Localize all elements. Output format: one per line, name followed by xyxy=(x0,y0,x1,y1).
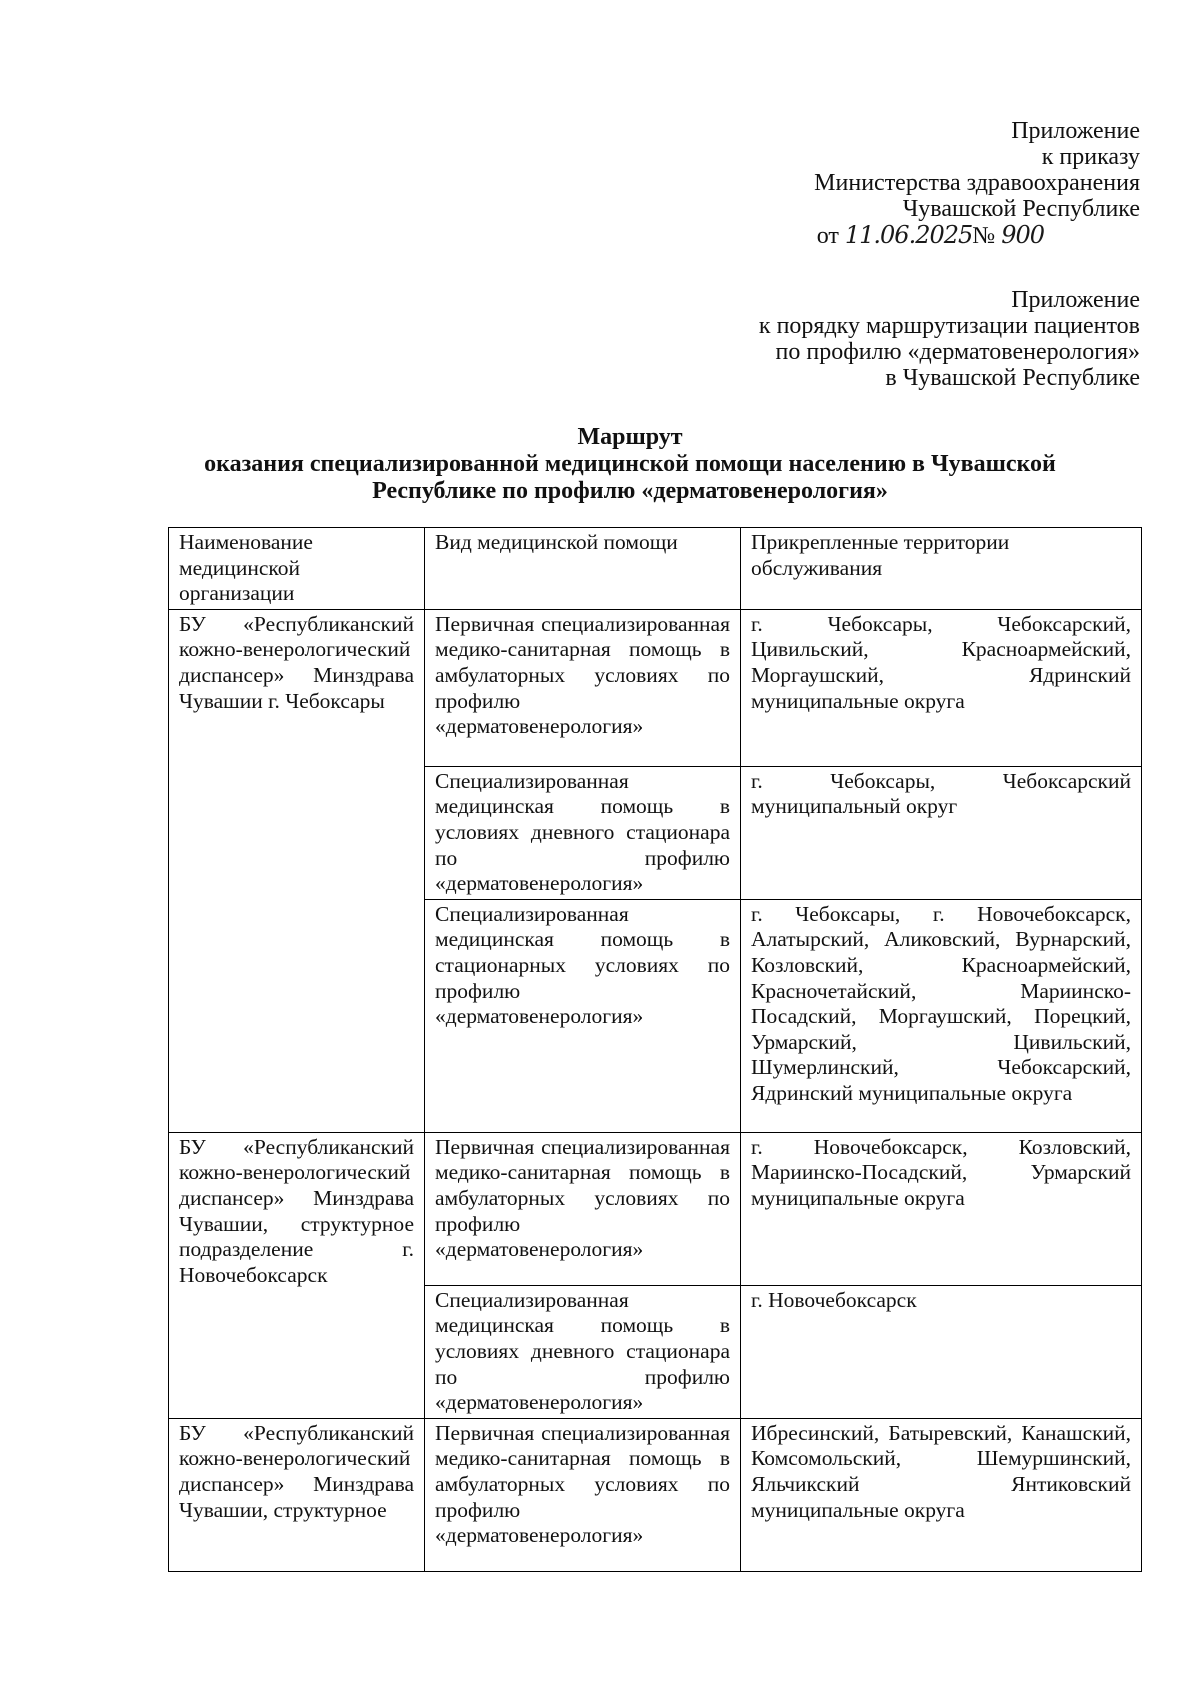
care-type-cell: Специализированная медицинская помощь в условиях дневного стационара по профилю «дерматовенерология» xyxy=(425,766,741,899)
title-line: Маршрут xyxy=(577,424,683,450)
document-title xyxy=(140,424,1120,505)
organization-cell: БУ «Республиканский кожно-венерологический диспансер» Минздрава Чувашии, структурное подразделение г. Новочебоксарск xyxy=(169,1132,425,1418)
number-sign: № xyxy=(972,223,996,249)
care-type-cell: Специализированная медицинская помощь в стационарных условиях по профилю «дерматовенерология» xyxy=(425,899,741,1132)
care-type-cell: Первичная специализированная медико-санитарная помощь в амбулаторных условиях по профилю «дерматовенерология» xyxy=(425,609,741,766)
table-header-row xyxy=(169,528,1142,610)
care-type-cell: Первичная специализированная медико-санитарная помощь в амбулаторных условиях по профилю «дерматовенерология» xyxy=(425,1132,741,1285)
appendix-line: Чувашской Республике xyxy=(902,196,1140,222)
header-organization: Наименование медицинской организации xyxy=(169,528,425,610)
territories-cell: г. Чебоксары, г. Новочебоксарск, Алатырский, Аликовский, Вурнарский, Козловский, Красноармейский, Красночетайский, Мариинско-Посадский, Моргаушский, Порецкий, Урмарский, Цивильский, Шумерлинский, Чебоксарский, Ядринский муниципальные округа xyxy=(741,899,1142,1132)
table-row xyxy=(169,1132,1142,1285)
title-line: Республике по профилю «дерматовенерология» xyxy=(372,478,888,504)
territories-cell: Ибресинский, Батыревский, Канашский, Комсомольский, Шемуршинский, Яльчикский Янтиковский муниципальные округа xyxy=(741,1418,1142,1571)
appendix-line: к приказу xyxy=(1041,144,1140,170)
handwritten-date: 11.06.2025 xyxy=(844,221,973,249)
appendix-line: к порядку маршрутизации пациентов xyxy=(758,313,1140,339)
date-prefix: от xyxy=(816,223,839,249)
title-line: оказания специализированной медицинской помощи населению в Чувашской xyxy=(204,451,1056,477)
appendix-line: Приложение xyxy=(1011,287,1140,313)
appendix-line: по профилю «дерматовенерология» xyxy=(775,339,1140,365)
territories-cell: г. Новочебоксарск xyxy=(741,1285,1142,1418)
territories-cell: г. Новочебоксарск, Козловский, Мариинско-Посадский, Урмарский муниципальные округа xyxy=(741,1132,1142,1285)
table-row xyxy=(169,1418,1142,1571)
appendix-line: в Чувашской Республике xyxy=(885,365,1140,391)
header-care-type: Вид медицинской помощи xyxy=(425,528,741,610)
care-type-cell: Первичная специализированная медико-санитарная помощь в амбулаторных условиях по профилю «дерматовенерология» xyxy=(425,1418,741,1571)
organization-cell: БУ «Республиканский кожно-венерологический диспансер» Минздрава Чувашии г. Чебоксары xyxy=(169,609,425,1132)
organization-cell: БУ «Республиканский кожно-венерологический диспансер» Минздрава Чувашии, структурное xyxy=(169,1418,425,1571)
appendix-order-header xyxy=(814,118,1140,249)
table-row xyxy=(169,609,1142,766)
appendix-procedure-header xyxy=(759,287,1140,391)
order-date-line xyxy=(814,222,1140,249)
appendix-line: Приложение xyxy=(1011,118,1140,144)
territories-cell: г. Чебоксары, Чебоксарский, Цивильский, Красноармейский, Моргаушский, Ядринский муниципальные округа xyxy=(741,609,1142,766)
handwritten-number: 900 xyxy=(1001,221,1044,249)
territories-cell: г. Чебоксары, Чебоксарский муниципальный округ xyxy=(741,766,1142,899)
appendix-line: Министерства здравоохранения xyxy=(814,170,1140,196)
routing-table xyxy=(168,527,1142,1572)
header-territories: Прикрепленные территории обслуживания xyxy=(741,528,1142,610)
care-type-cell: Специализированная медицинская помощь в условиях дневного стационара по профилю «дерматовенерология» xyxy=(425,1285,741,1418)
